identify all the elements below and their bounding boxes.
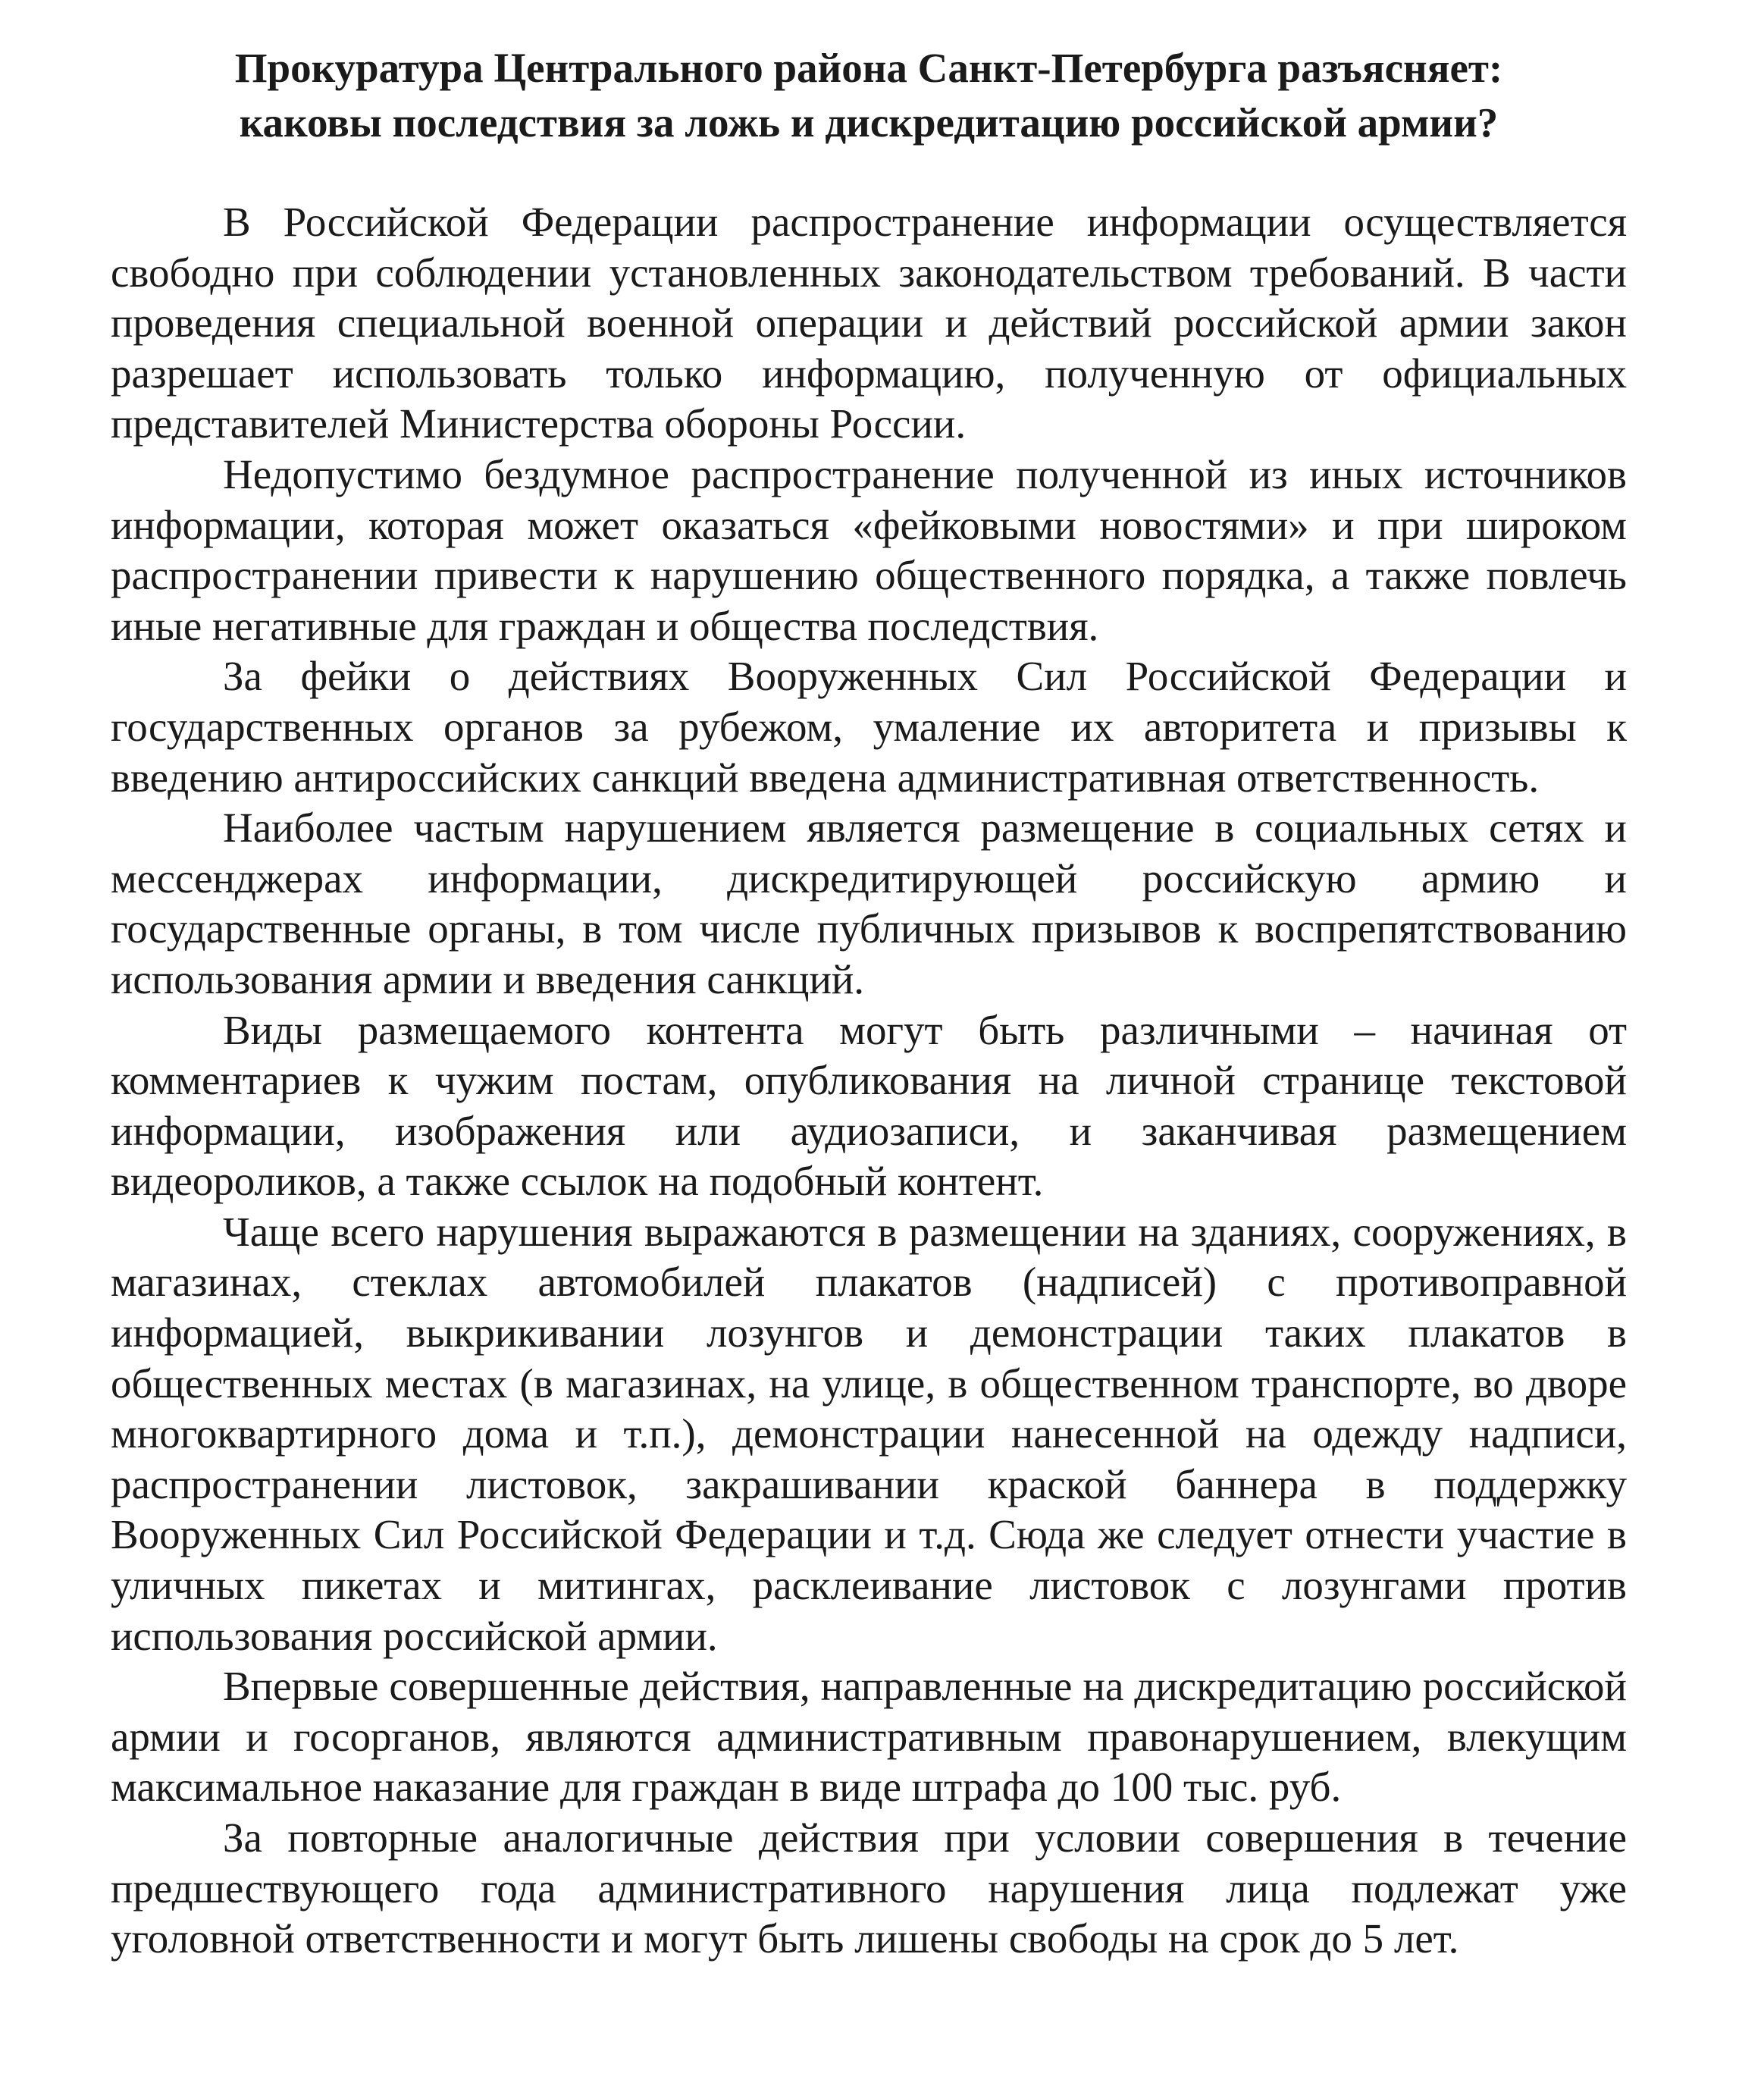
paragraph-4: Наиболее частым нарушением является размещение в социальных сетях и мессенджерах информации, дискредитирующей российскую армию и государственные органы, в том числе публичных призывов к воспрепятствованию использования армии и введения санкций. bbox=[111, 804, 1627, 1002]
paragraph-8: За повторные аналогичные действия при условии совершения в течение предшествующего года административного нарушения лица подлежат уже уголовной ответственности и могут быть лишены свободы на срок до 5 лет. bbox=[111, 1814, 1627, 1962]
title-line-2: каковы последствия за ложь и дискредитацию российской армии? bbox=[239, 99, 1499, 146]
paragraph-1: В Российской Федерации распространение информации осуществляется свободно при соблюдении установленных законодательством требований. В части проведения специальной военной операции и действий российской армии закон разрешает использовать только информацию, полученную от официальных представителей Министерства обороны России. bbox=[111, 199, 1627, 447]
document-body bbox=[111, 197, 1627, 1965]
paragraph-2: Недопустимо бездумное распространение полученной из иных источников информации, которая может оказаться «фейковыми новостями» и при широком распространении привести к нарушению общественного порядка, а также повлечь иные негативные для граждан и общества последствия. bbox=[111, 450, 1627, 649]
paragraph-6: Чаще всего нарушения выражаются в размещении на зданиях, сооружениях, в магазинах, стеклах автомобилей плакатов (надписей) с противоправной информацией, выкрикивании лозунгов и демонстрации таких плакатов в общественных местах (в магазинах, на улице, в общественном транспорте, во дворе многоквартирного дома и т.п.), демонстрации нанесенной на одежду надписи, распространении листовок, закрашивании краской баннера в поддержку Вооруженных Сил Российской Федерации и т.д. Сюда же следует отнести участие в уличных пикетах и митингах, расклеивание листовок с лозунгами против использования российской армии. bbox=[111, 1208, 1627, 1659]
paragraph-7: Впервые совершенные действия, направленные на дискредитацию российской армии и госорганов, являются административным правонарушением, влекущим максимальное наказание для граждан в виде штрафа до 100 тыс. руб. bbox=[111, 1663, 1627, 1811]
title-line-1: Прокуратура Центрального района Санкт-Петербурга разъясняет: bbox=[234, 45, 1503, 91]
paragraph-3: За фейки о действиях Вооруженных Сил Российской Федерации и государственных органов за рубежом, умаление их авторитета и призывы к введению антироссийских санкций введена административная ответственность. bbox=[111, 653, 1627, 801]
paragraph-5: Виды размещаемого контента могут быть различными – начиная от комментариев к чужим постам, опубликования на личной странице текстовой информации, изображения или аудиозаписи, и заканчивая размещением видеороликов, а также ссылок на подобный контент. bbox=[111, 1006, 1627, 1205]
document-title bbox=[111, 41, 1627, 150]
